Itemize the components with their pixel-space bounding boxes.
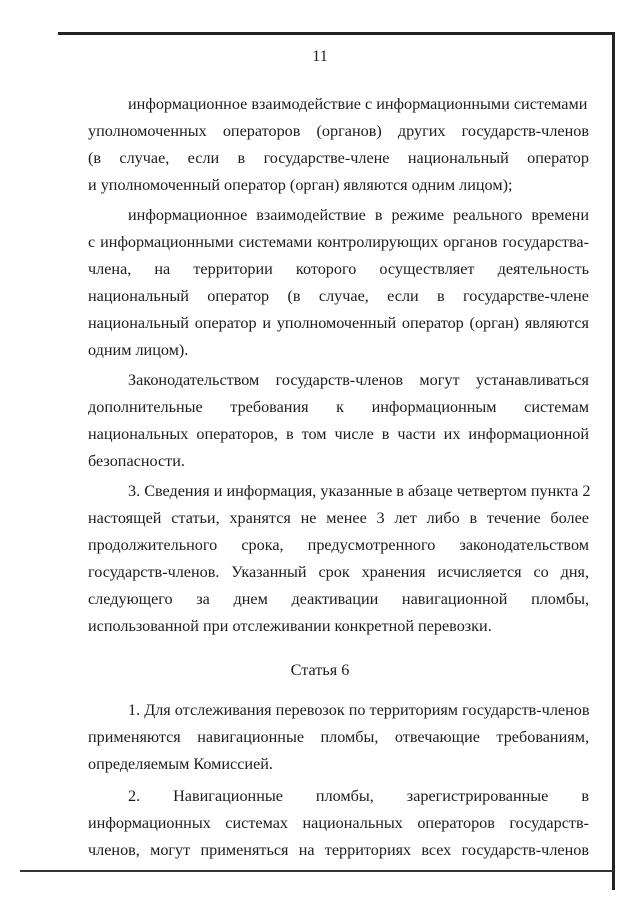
text-line: одним лицом). [88, 341, 189, 359]
text-line: уполномоченных операторов (органов) других государств-членов [88, 122, 589, 140]
text-line: национальный оператор и уполномоченный оператор (орган) являются [88, 314, 589, 332]
text-line: информационное взаимодействие в режиме реального времени [128, 206, 589, 224]
text-line: применяются навигационные пломбы, отвечающие требованиям, [88, 728, 589, 746]
page-border-top [58, 32, 613, 35]
page-number: 11 [312, 48, 328, 65]
text-line: (в случае, если в государстве-члене национальный оператор [88, 149, 589, 167]
text-line: информационных системах национальных операторов государств- [88, 814, 589, 832]
text-line: настоящей статьи, хранятся не менее 3 лет либо в течение более [88, 509, 589, 527]
text-line: использованной при отслеживании конкретной перевозки. [88, 617, 492, 635]
text-line: дополнительные требования к информационным системам [88, 398, 589, 416]
text-line: определяемым Комиссией. [88, 755, 273, 773]
text-line: национальных операторов, в том числе в части их информационной [88, 425, 589, 443]
article-heading: Статья 6 [290, 661, 350, 679]
text-line: продолжительного срока, предусмотренного законодательством [88, 536, 589, 554]
text-line: национальный оператор (в случае, если в государстве-члене [88, 287, 589, 305]
text-line: безопасности. [88, 452, 185, 470]
page-border-bottom [20, 870, 614, 872]
page-border-right [612, 32, 615, 890]
text-line: Законодательством государств-членов могут устанавливаться [128, 371, 589, 389]
text-line: государств-членов. Указанный срок хранения исчисляется со дня, [88, 563, 589, 581]
text-line: членов, могут применяться на территориях всех государств-членов [88, 841, 589, 859]
text-line: 1. Для отслеживания перевозок по территориям государств-членов [128, 701, 590, 719]
text-line: информационное взаимодействие с информационными системами [128, 95, 588, 113]
text-line: и уполномоченный оператор (орган) являются одним лицом); [88, 176, 513, 194]
text-line: 2. Навигационные пломбы, зарегистрированные в [128, 787, 589, 805]
text-line: следующего за днем деактивации навигационной пломбы, [88, 590, 589, 608]
text-line: члена, на территории которого осуществляет деятельность [88, 260, 589, 278]
text-line: 3. Сведения и информация, указанные в абзаце четвертом пункта 2 [128, 482, 591, 500]
text-line: с информационными системами контролирующих органов государства- [88, 233, 589, 251]
